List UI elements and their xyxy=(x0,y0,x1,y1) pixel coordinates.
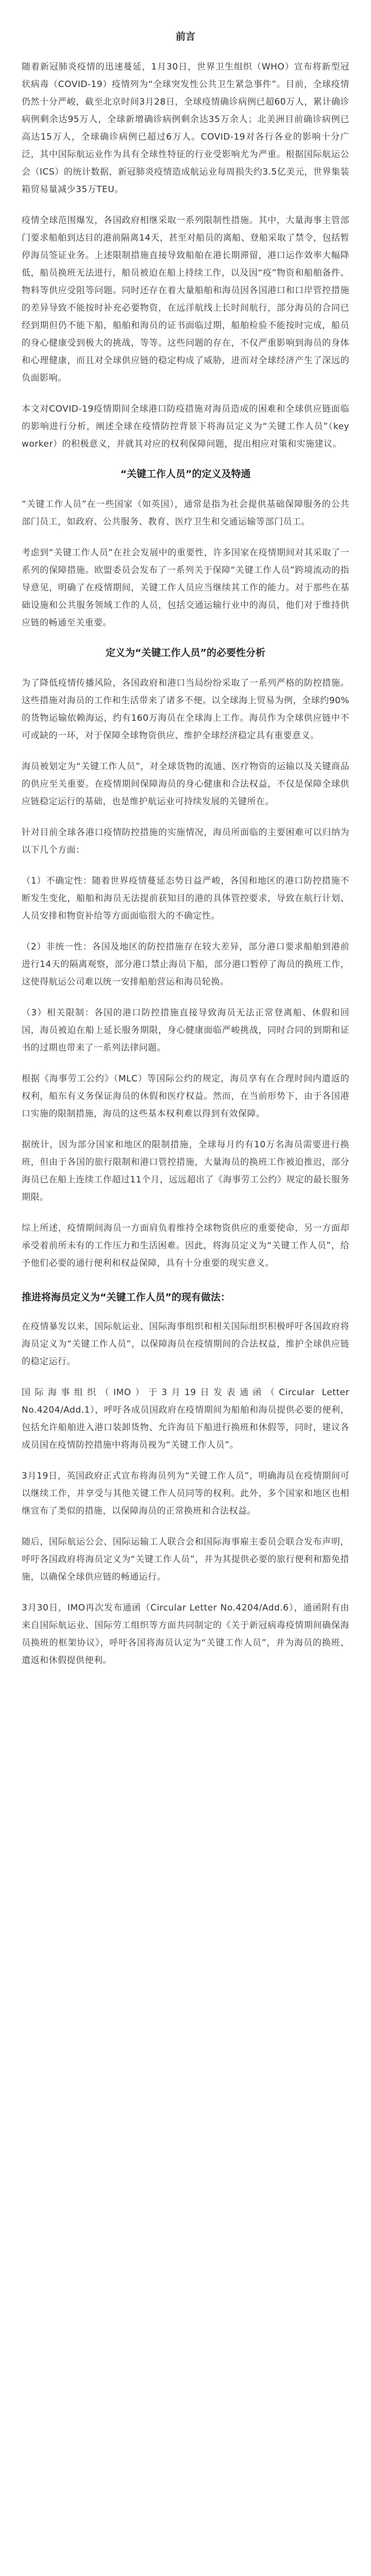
paragraph: 考虑到“关键工作人员”在社会发展中的重要性，许多国家在疫情期间对其采取了一系列的保障措施。欧盟委员会发布了一系列关于保障“关键工作人员”跨境流动的指导意见，明确了在疫情期间，关键工作人员应当继续其工作的能力。对于那些在基础设施和公共服务领域工作的人员，包括交通运输行业中的海员，他们对于维持供应链的畅通至关重要。 xyxy=(22,548,349,628)
paragraph: 在疫情暴发以来，国际航运业、国际海事组织和相关国际组织积极呼吁各国政府将海员定义为“关键工作人员”，以保障海员在疫情期间的合法权益，维护全球供应链的稳定运行。 xyxy=(22,1321,349,1367)
paragraph: 根据《海事劳工公约》（MLC）等国际公约的规定，海员享有在合理时间内遣返的权利，船东有义务保证海员的休假和医疗权益。然而，在当前形势下，由于各国港口实施的限制措施，海员的这些基本权利难以得到有效保障。 xyxy=(22,1074,349,1119)
list-item: （1）不确定性：随着世界疫情蔓延态势日益严峻，各国和地区的港口防控措施不断发生变化，船舶和海员无法提前获知目的港的具体管控要求，导致在航行计划、人员安排和物资补给等方面面临很大的不确定性。 xyxy=(22,876,349,921)
paragraph: 疫情全球范围爆发，各国政府相继采取一系列限制性措施。其中，大量海事主管部门要求船舶到达目的港前隔离14天，甚至对船员的离船、登船采取了禁令，包括暂停海员签证业务。上述限制措施直接导致船舶在港长期滞留，港口运作效率大幅降低，船员换班无法进行，船员被迫在船上持续工作，以及因“疫”物资和船舶备件、物料等供应受阻等问题。同时还存在着大量船舶和海员因各国港口和口岸管控措施的差异导致不能按时补充必要物资，在远洋航线上长时间航行，部分海员的合同已经到期但仍不能下船，船舶和海员的证书面临过期，船舶检验不能按时完成，船员的身心健康受到极大的挑战，等等。这些问题的存在，不仅严重影响到海员的身体和心理健康，而且对全球供应链的稳定构成了威胁，进而对全球经济产生了深远的负面影响。 xyxy=(22,215,349,383)
paragraph: 3月19日，英国政府正式宣布将海员列为“关键工作人员”，明确海员在疫情期间可以继续工作，并享受与其他关键工作人员同等的权利。此外，多个国家和地区也相继宣布了类似的措施，以保障海员的正常换班和合法权益。 xyxy=(22,1471,349,1516)
list-item: （2）非统一性：各国及地区的防控措施存在较大差异，部分港口要求船舶到港前进行14天的隔离观察，部分港口禁止海员下船，部分港口暂停了海员的换班工作，这使得航运公司难以统一安排船舶营运和海员轮换。 xyxy=(22,942,349,987)
section-heading: “关键工作人员”的定义及特通 xyxy=(120,468,251,480)
paragraph: 为了降低疫情传播风险，各国政府和港口当局纷纷采取了一系列严格的防控措施。这些措施对海员的工作和生活带来了诸多不便。以全球海上贸易为例，全球约90%的货物运输依赖海运，约有160万海员在全球海上工作。海员作为全球供应链中不可或缺的一环，对于保障全球物资供应、维护全球经济稳定具有重要意义。 xyxy=(22,678,349,741)
paragraph: 3月30日，IMO再次发布通函（Circular Letter No.4204/Add.6），通函附有由来自国际航运业、国际劳工组织等方面共同制定的《关于新冠病毒疫情期间确保海员换班的框架协议》，呼吁各国将海员认定为“关键工作人员”，并为海员的换班、遣返和休假提供便利。 xyxy=(22,1603,349,1666)
section-heading: 定义为“关键工作人员”的必要性分析 xyxy=(106,647,265,658)
paragraph: 据统计，因为部分国家和地区的限制措施，全球每月约有10万名海员需要进行换班，但由于各国的旅行限制和港口管控措施，大量海员的换班工作被迫推迟，部分海员已在船上连续工作超过11个月，远远超出了《海事劳工公约》规定的最长服务期限。 xyxy=(22,1140,349,1202)
preface-heading: 前言 xyxy=(175,31,195,42)
list-item: （3）相关限制：各国的港口防控措施直接导致海员无法正常登离船、休假和回国，海员被迫在船上延长服务期限，身心健康面临严峻挑战，同时合同的到期和证书的过期也带来了一系列法律问题。 xyxy=(22,1008,349,1053)
section-heading: 推进将海员定义为“关键工作人员”的现有做法： xyxy=(22,1292,230,1303)
paragraph: “关键工作人员”在一些国家（如英国），通常是指为社会提供基础保障服务的公共部门员工，如政府、公共服务、教育、医疗卫生和交通运输等部门员工。 xyxy=(22,499,349,527)
paragraph: 国际海事组织（IMO）于3月19日发表通函（Circular Letter No.4204/Add.1），呼吁各成员国政府在疫情期间为船舶和海员提供必要的便利，包括允许船舶进入港口装卸货物、允许海员下船进行换班和休假等，同时，建议各成员国在疫情防控措施中将海员视为“关键工作人员”。 xyxy=(22,1387,349,1450)
paragraph: 海员被划定为“关键工作人员”，对全球货物的流通、医疗物资的运输以及关键商品的供应至关重要。在疫情期间保障海员的身心健康和合法权益，不仅是保障全球供应链稳定运行的基础，也是维护航运业可持续发展的关键所在。 xyxy=(22,761,349,807)
paragraph: 随着新冠肺炎疫情的迅速蔓延，1月30日，世界卫生组织（WHO）宣布将新型冠状病毒（COVID-19）疫情列为“全球突发性公共卫生紧急事件”。目前，全球疫情仍然十分严峻，截至北京时间3月28日，全球疫情确诊病例已超60万人，累计确诊病例剩余达95万人，全球新增确诊病例剩余达35万余人；北美洲目前确诊病例已高达15万人，全球确诊病例已超过6万人。COVID-19对各行各业的影响十分广泛，其中国际航运业作为具有全球性特征的行业受影响尤为严重。根据国际航运公会（ICS）的统计数据，新冠肺炎疫情造成航运业每周损失约3.5亿美元，世界集装箱贸易量减少35万TEU。 xyxy=(22,62,349,195)
paragraph: 针对目前全球各港口疫情防控措施的实施情况，海员所面临的主要困难可以归纳为以下几个方面： xyxy=(22,827,349,855)
paragraph: 综上所述，疫情期间海员一方面肩负着维持全球物资供应的重要使命，另一方面却承受着前所未有的工作压力和生活困难。因此，将海员定义为“关键工作人员”，给予他们必要的通行便利和权益保障，具有十分重要的现实意义。 xyxy=(22,1223,349,1268)
paragraph: 本文对COVID-19疫情期间全球港口防疫措施对海员造成的困难和全球供应链面临的影响进行分析，阐述全球在疫情防控背景下将海员定义为“关键工作人员”（key worker）的积极意义，并就其对应的权利保障问题，提出相应对策和实施建议。 xyxy=(22,404,349,449)
paragraph: 随后，国际航运公会、国际运输工人联合会和国际海事雇主委员会联合发布声明，呼吁各国政府将海员定义为“关键工作人员”，并为其提供必要的旅行便利和豁免措施，以确保全球供应链的畅通运行。 xyxy=(22,1537,349,1582)
